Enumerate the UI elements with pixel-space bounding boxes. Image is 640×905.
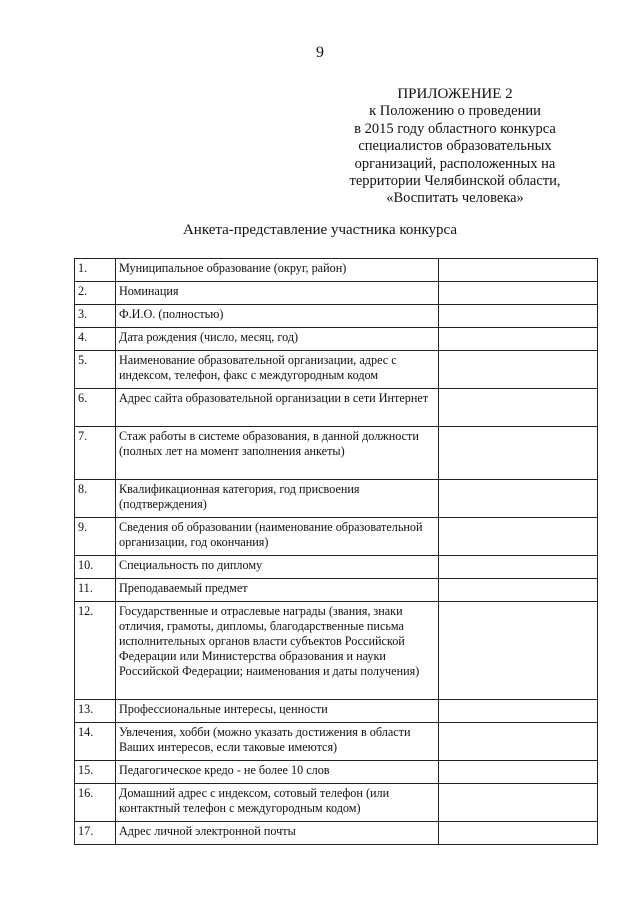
- row-question: Адрес личной электронной почты: [116, 822, 439, 845]
- row-number: 9.: [75, 518, 116, 556]
- appendix-header: [330, 86, 580, 208]
- row-number: 10.: [75, 556, 116, 579]
- row-question: Адрес сайта образовательной организации в сети Интернет: [116, 389, 439, 427]
- row-answer-field[interactable]: [439, 822, 598, 845]
- row-question: Увлечения, хобби (можно указать достижения в области Ваших интересов, если таковые имеются): [116, 723, 439, 761]
- row-number: 13.: [75, 700, 116, 723]
- row-answer-field[interactable]: [439, 602, 598, 700]
- table-row: [75, 427, 598, 480]
- row-answer-field[interactable]: [439, 518, 598, 556]
- table-row: [75, 259, 598, 282]
- row-answer-field[interactable]: [439, 579, 598, 602]
- row-number: 5.: [75, 351, 116, 389]
- page-number: 9: [316, 44, 324, 61]
- row-question: Специальность по диплому: [116, 556, 439, 579]
- appendix-line: к Положению о проведении: [369, 103, 541, 120]
- row-question: Преподаваемый предмет: [116, 579, 439, 602]
- row-number: 1.: [75, 259, 116, 282]
- row-answer-field[interactable]: [439, 723, 598, 761]
- table-row: [75, 389, 598, 427]
- row-number: 16.: [75, 784, 116, 822]
- row-answer-field[interactable]: [439, 305, 598, 328]
- row-answer-field[interactable]: [439, 328, 598, 351]
- row-number: 17.: [75, 822, 116, 845]
- table-row: [75, 761, 598, 784]
- row-number: 11.: [75, 579, 116, 602]
- row-question: Номинация: [116, 282, 439, 305]
- row-number: 3.: [75, 305, 116, 328]
- appendix-line: территории Челябинской области,: [349, 173, 561, 190]
- questionnaire-table: [74, 258, 598, 845]
- table-row: [75, 328, 598, 351]
- table-row: [75, 579, 598, 602]
- row-number: 12.: [75, 602, 116, 700]
- table-row: [75, 822, 598, 845]
- row-answer-field[interactable]: [439, 700, 598, 723]
- row-question: Дата рождения (число, месяц, год): [116, 328, 439, 351]
- row-number: 2.: [75, 282, 116, 305]
- table-row: [75, 700, 598, 723]
- row-number: 7.: [75, 427, 116, 480]
- row-question: Сведения об образовании (наименование образовательной организации, год окончания): [116, 518, 439, 556]
- table-row: [75, 282, 598, 305]
- row-question: Профессиональные интересы, ценности: [116, 700, 439, 723]
- row-question: Стаж работы в системе образования, в данной должности (полных лет на момент заполнения анкеты): [116, 427, 439, 480]
- row-answer-field[interactable]: [439, 351, 598, 389]
- row-answer-field[interactable]: [439, 784, 598, 822]
- row-number: 14.: [75, 723, 116, 761]
- row-number: 4.: [75, 328, 116, 351]
- row-number: 8.: [75, 480, 116, 518]
- appendix-line: в 2015 году областного конкурса: [354, 120, 556, 137]
- table-row: [75, 723, 598, 761]
- table-row: [75, 480, 598, 518]
- row-answer-field[interactable]: [439, 761, 598, 784]
- row-question: Педагогическое кредо - не более 10 слов: [116, 761, 439, 784]
- row-answer-field[interactable]: [439, 427, 598, 480]
- row-question: Государственные и отраслевые награды (звания, знаки отличия, грамоты, дипломы, благодарственные письма исполнительных органов власти субъектов Российской Федерации или Министерства образования и науки Российской Федерации; наименования и даты получения): [116, 602, 439, 700]
- row-question: Муниципальное образование (округ, район): [116, 259, 439, 282]
- form-title: Анкета-представление участника конкурса: [182, 222, 458, 238]
- appendix-line: организаций, расположенных на: [354, 155, 556, 172]
- table-row: [75, 518, 598, 556]
- table-row: [75, 784, 598, 822]
- row-answer-field[interactable]: [439, 556, 598, 579]
- table-row: [75, 305, 598, 328]
- row-answer-field[interactable]: [439, 389, 598, 427]
- row-question: Квалификационная категория, год присвоения (подтверждения): [116, 480, 439, 518]
- appendix-line: «Воспитать человека»: [386, 190, 524, 207]
- table-row: [75, 602, 598, 700]
- row-question: Домашний адрес с индексом, сотовый телефон (или контактный телефон с междугородным кодом): [116, 784, 439, 822]
- table-row: [75, 351, 598, 389]
- row-number: 15.: [75, 761, 116, 784]
- row-answer-field[interactable]: [439, 282, 598, 305]
- row-question: Ф.И.О. (полностью): [116, 305, 439, 328]
- table-row: [75, 556, 598, 579]
- row-number: 6.: [75, 389, 116, 427]
- row-answer-field[interactable]: [439, 480, 598, 518]
- row-answer-field[interactable]: [439, 259, 598, 282]
- row-question: Наименование образовательной организации, адрес с индексом, телефон, факс с междугородным кодом: [116, 351, 439, 389]
- appendix-line: специалистов образовательных: [358, 138, 552, 155]
- appendix-title: ПРИЛОЖЕНИЕ 2: [397, 86, 513, 102]
